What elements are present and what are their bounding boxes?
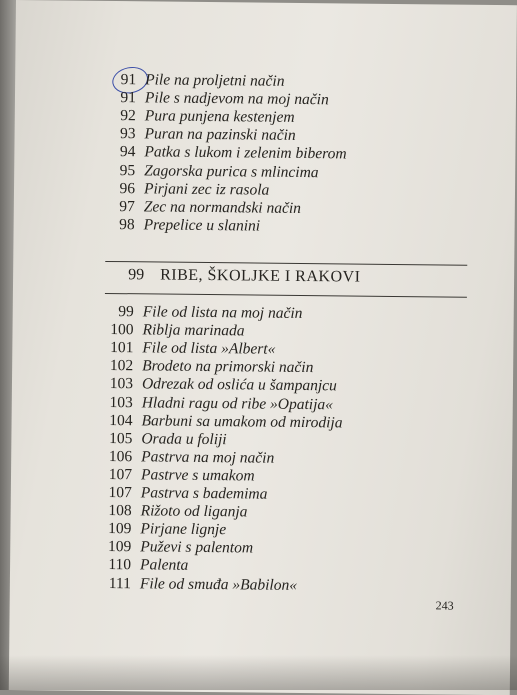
recipe-title: Pastrva s bademima <box>141 484 268 503</box>
recipe-page-number: 93 <box>96 125 136 143</box>
recipe-list-top <box>16 0 476 5</box>
recipe-page-number: 107 <box>92 466 132 484</box>
recipe-page-number: 104 <box>93 411 133 429</box>
recipe-title: Hladni ragu od ribe »Opatija« <box>142 394 333 414</box>
recipe-page-number: 97 <box>95 198 135 216</box>
recipe-page-number: 101 <box>93 339 133 357</box>
recipe-page-number: 103 <box>93 375 133 393</box>
recipe-title: Barbuni sa umakom od mirodija <box>142 412 343 432</box>
recipe-title: Pile na proljetni način <box>145 71 285 90</box>
recipe-title: File od lista na moj način <box>143 303 303 323</box>
section-rule-top <box>105 261 467 266</box>
recipe-page-number: 99 <box>94 303 134 321</box>
recipe-title: Pirjane lignje <box>140 521 226 540</box>
recipe-page-number: 98 <box>95 216 135 234</box>
recipe-title: Pirjani zec iz rasola <box>144 180 269 199</box>
recipe-title: Orada u foliji <box>141 430 226 449</box>
recipe-page-number: 111 <box>91 574 131 592</box>
recipe-page-number: 95 <box>95 161 135 179</box>
recipe-page-number: 91 <box>96 71 136 89</box>
recipe-page-number: 109 <box>91 538 131 556</box>
recipe-title: Palenta <box>140 557 188 576</box>
recipe-page-number: 109 <box>91 520 131 538</box>
recipe-page-number: 92 <box>96 107 136 125</box>
recipe-title: Pile s nadjevom na moj način <box>145 89 329 109</box>
recipe-title: Patka s lukom i zelenim biberom <box>144 144 346 164</box>
recipe-title: Puževi s palentom <box>140 539 253 558</box>
recipe-page-number: 94 <box>95 143 135 161</box>
recipe-page-number: 110 <box>91 556 131 574</box>
recipe-page-number: 91 <box>96 89 136 107</box>
book-page <box>9 0 517 695</box>
recipe-title: Rižoto od liganja <box>141 502 248 521</box>
recipe-title: Pastrve s umakom <box>141 466 255 485</box>
page-number: 243 <box>436 598 454 613</box>
recipe-page-number: 106 <box>92 448 132 466</box>
section-rule-bottom <box>105 293 467 298</box>
recipe-page-number: 105 <box>92 430 132 448</box>
recipe-title: Brodeto na primorski način <box>142 358 313 378</box>
recipe-page-number: 107 <box>92 484 132 502</box>
recipe-list-bottom <box>16 0 476 5</box>
section-page-number: 99 <box>104 266 144 284</box>
recipe-title: Odrezak od oslića u šampanjcu <box>142 376 337 396</box>
recipe-title: File od lista »Albert« <box>142 340 275 359</box>
recipe-title: File od smuđa »Babilon« <box>140 575 297 595</box>
recipe-page-number: 103 <box>93 393 133 411</box>
recipe-page-number: 100 <box>93 321 133 339</box>
page-shadow <box>0 655 517 690</box>
recipe-title: Pastrva na moj način <box>141 448 274 467</box>
recipe-title: Pura punjena kestenjem <box>145 108 295 128</box>
recipe-page-number: 102 <box>93 357 133 375</box>
recipe-title: Zec na normandski način <box>144 198 301 218</box>
recipe-page-number: 108 <box>92 502 132 520</box>
recipe-title: Prepelice u slanini <box>144 216 261 235</box>
recipe-title: Zagorska purica s mlincima <box>144 162 319 182</box>
recipe-page-number: 96 <box>95 179 135 197</box>
section-title: RIBE, ŠKOLJKE I RAKOVI <box>160 267 361 287</box>
recipe-title: Riblja marinada <box>142 321 244 340</box>
recipe-title: Puran na pazinski način <box>145 126 296 146</box>
